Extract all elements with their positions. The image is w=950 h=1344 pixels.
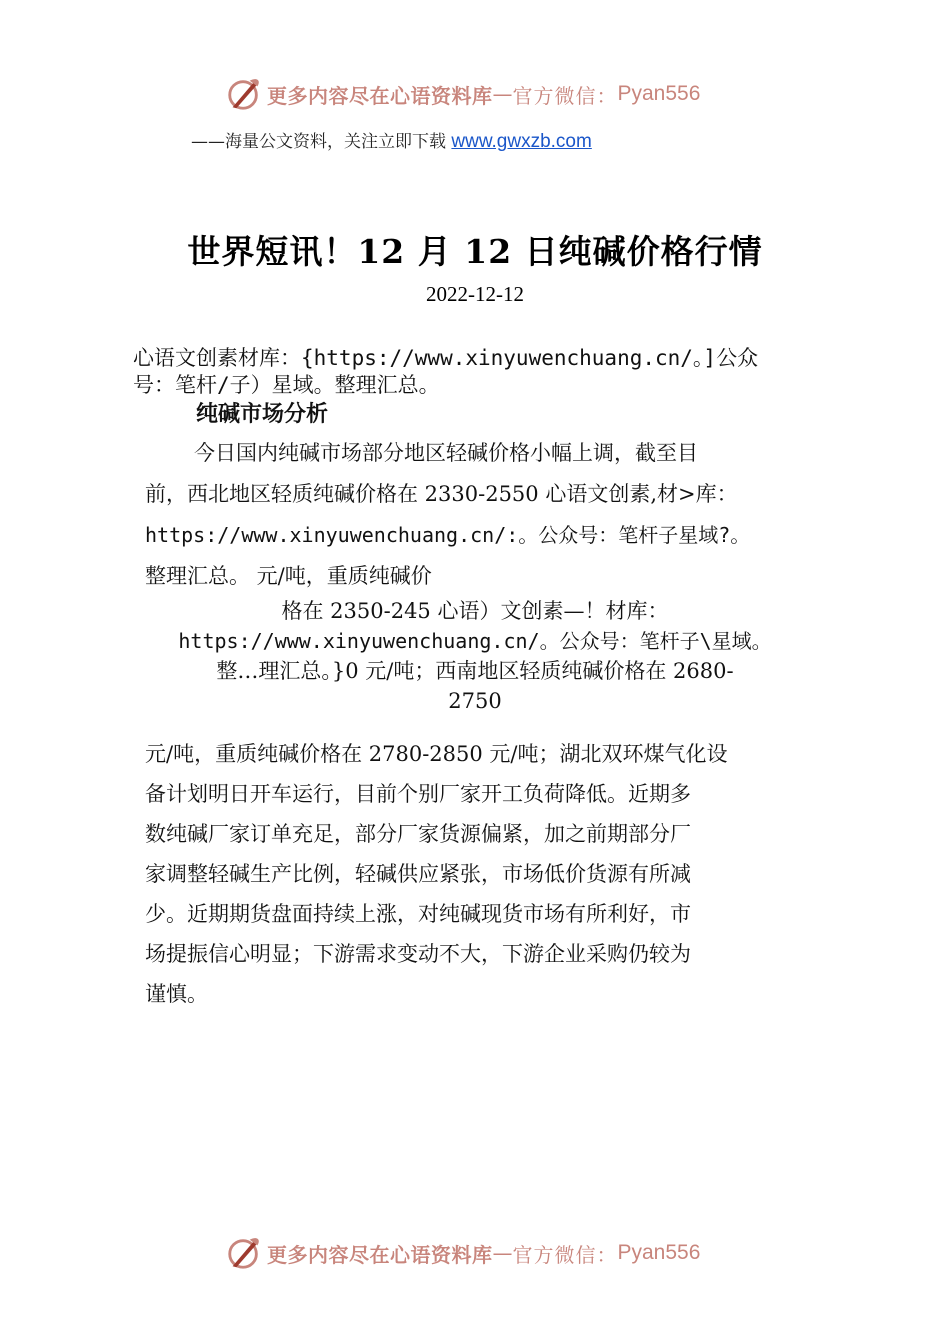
paragraph-line: https://www.xinyuwenchuang.cn/:。公众号：笔杆子星域?。 <box>145 523 751 547</box>
paragraph-line: 家调整轻碱生产比例，轻碱供应紧张，市场低价货源有所减 <box>145 862 691 886</box>
paragraph-2 <box>140 596 810 716</box>
quill-pen-logo-icon <box>225 75 263 113</box>
download-notice-text: ——海量公文资料，关注立即下载 <box>191 132 452 152</box>
page-title: 世界短讯！12 月 12 日纯碱价格行情 <box>187 232 763 271</box>
banner-wechat-id: Pyan556 <box>617 1241 701 1264</box>
paragraph-line: 数纯碱厂家订单充足，部分厂家货源偏紧，加之前期部分厂 <box>145 822 691 846</box>
banner-separator: — <box>492 82 513 106</box>
paragraph-line: 场提振信心明显；下游需求变动不大，下游企业采购仍较为 <box>145 942 691 966</box>
paragraph-line: 元/吨，重质纯碱价格在 2780-2850 元/吨；湖北双环煤气化设 <box>145 742 728 766</box>
paragraph-line: 整理汇总。 元/吨，重质纯碱价 <box>145 564 432 588</box>
paragraph-line: 2750 <box>448 689 502 713</box>
download-link[interactable]: www.gwxzb.com <box>451 131 592 152</box>
section-heading: 纯碱市场分析 <box>196 401 329 427</box>
banner-wechat-label: 官方微信： <box>512 83 618 108</box>
paragraph-1 <box>145 433 805 597</box>
quill-pen-logo-icon <box>225 1234 263 1272</box>
footer-banner <box>225 1233 700 1273</box>
publish-date: 2022-12-12 <box>426 282 524 306</box>
banner-wechat-id: Pyan556 <box>617 82 701 105</box>
intro-line-1: 心语文创素材库：{https://www.xinyuwenchuang.cn/。]公众 <box>133 346 759 370</box>
paragraph-line: 今日国内纯碱市场部分地区轻碱价格小幅上调，截至目 <box>194 441 698 465</box>
header-banner <box>225 74 700 114</box>
download-notice <box>191 127 592 153</box>
paragraph-line: 前，西北地区轻质纯碱价格在 2330-2550 心语文创素,材>库： <box>145 482 738 506</box>
banner-separator: — <box>492 1241 513 1265</box>
banner-text: 更多内容尽在心语资料库 <box>267 83 493 108</box>
banner-text: 更多内容尽在心语资料库 <box>267 1242 493 1267</box>
paragraph-line: 备计划明日开车运行，目前个别厂家开工负荷降低。近期多 <box>145 782 691 806</box>
paragraph-3 <box>145 734 805 1014</box>
paragraph-line: 谨慎。 <box>145 982 208 1006</box>
paragraph-line: https://www.xinyuwenchuang.cn/。公众号：笔杆子\星域。 <box>178 629 772 653</box>
paragraph-line: 格在 2350-245 心语）文创素—！材库： <box>281 599 669 623</box>
intro-line-2: 号：笔杆/子）星域。整理汇总。 <box>133 373 440 397</box>
paragraph-line: 少。近期期货盘面持续上涨，对纯碱现货市场有所利好，市 <box>145 902 691 926</box>
banner-wechat-label: 官方微信： <box>512 1242 618 1267</box>
paragraph-line: 整…理汇总。}0 元/吨；西南地区轻质纯碱价格在 2680- <box>216 659 734 683</box>
